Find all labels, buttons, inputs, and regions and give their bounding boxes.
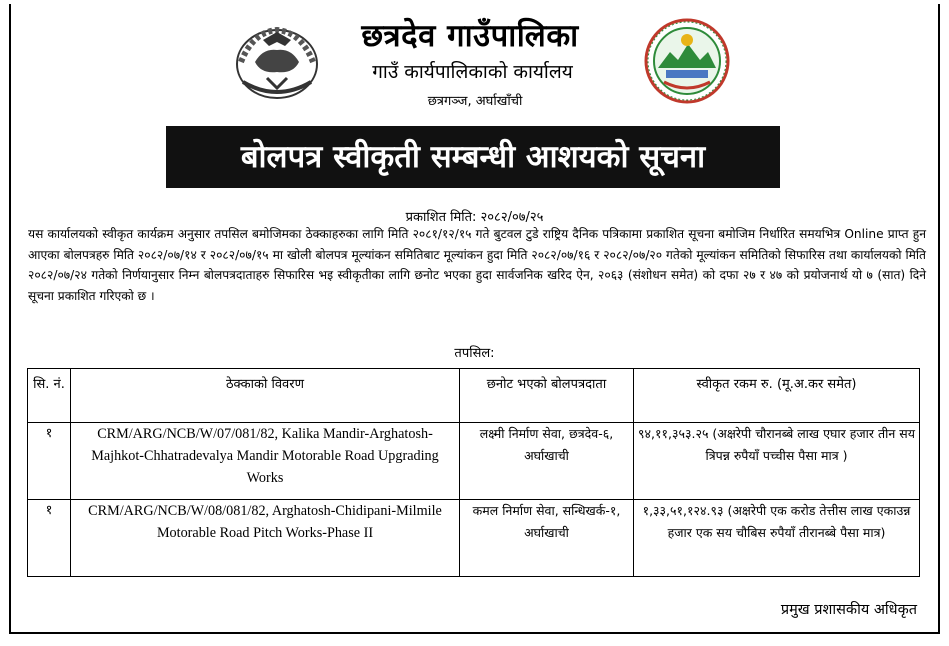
row-serial: १ [28,500,71,577]
table-header-row [28,369,920,423]
published-date: प्रकाशित मिति: २०८२/०७/२५ [405,210,544,225]
row-bidder: लक्ष्मी निर्माण सेवा, छत्रदेव-६, अर्घाखाची [460,423,634,500]
notice-body: यस कार्यालयको स्वीकृत कार्यक्रम अनुसार तपसिल बमोजिमका ठेक्काहरुका लागि मिति २०८१/१२/१५ गते बुटवल टुडे राष्ट्रिय दैनिक पत्रिकामा प्रकाशित सूचना बमोजिम निर्धारित समयभित्र Online प्राप्त हुन आएका बोलपत्रहरु मिति २०८२/०७/१४ र २०८२/०७/१५ मा खोली बोलपत्र मूल्यांकन समितिबाट मूल्यांकन हुदा मिति २०८२/०७/१६ र २०८२/०७/२० गतेको मूल्यांकन समितिको सिफारिस तथा कार्यालयको मिति २०८२/०७/२४ गतेको निर्णयानुसार निम्न बोलपत्रदाताहरु सिफारिस भइ स्वीकृतीका लागि छनोट भएका हुदा सार्वजनिक खरिद ऐन, २०६३ (संशोधन समेत) को दफा २७ र ४७ को प्रयोजनार्थ यो ७ (सात) दिने सूचना प्रकाशित गरिएको छ । [28,227,926,303]
row-description: CRM/ARG/NCB/W/07/081/82, Kalika Mandir-Arghatosh-Majhkot-Chhatradevalya Mandir Motorable Road Upgrading Works [71,423,460,500]
row-amount: १,३३,५१,१२४.९३ (अक्षरेपी एक करोड तेत्तीस लाख एकाउन्न हजार एक सय चौबिस रुपैयाँ तीरानब्बे पैसा मात्र) [634,500,920,577]
notice-title: बोलपत्र स्वीकृती सम्बन्धी आशयको सूचना [166,126,780,188]
office-address: छत्रगञ्ज, अर्घाखाँची [427,94,523,109]
row-bidder: कमल निर्माण सेवा, सन्धिखर्क-१, अर्घाखाची [460,500,634,577]
row-serial: १ [28,423,71,500]
table-row [28,423,920,500]
header-description: ठेक्काको विवरण [71,369,460,423]
row-description: CRM/ARG/NCB/W/08/081/82, Arghatosh-Chidipani-Milmile Motorable Road Pitch Works-Phase II [71,500,460,577]
details-label: तपसिल: [454,346,495,361]
municipality-seal-icon [644,18,730,104]
nepal-emblem-icon [233,22,321,102]
header-bidder: छनोट भएको बोलपत्रदाता [460,369,634,423]
header-amount: स्वीकृत रकम रु. (मू.अ.कर समेत) [634,369,920,423]
office-name: छत्रदेव गाउँपालिका [361,18,579,54]
signature-title: प्रमुख प्रशासकीय अधिकृत [780,602,917,618]
table-row [28,500,920,577]
contracts-table [27,368,920,577]
header-serial: सि. नं. [28,369,71,423]
office-subtitle: गाउँ कार्यपालिकाको कार्यालय [372,61,573,83]
row-amount: ९४,११,३५३.२५ (अक्षरेपी चौरानब्बे लाख एघार हजार तीन सय त्रिपन्न रुपैयाँ पच्चीस पैसा मात्र ) [634,423,920,500]
